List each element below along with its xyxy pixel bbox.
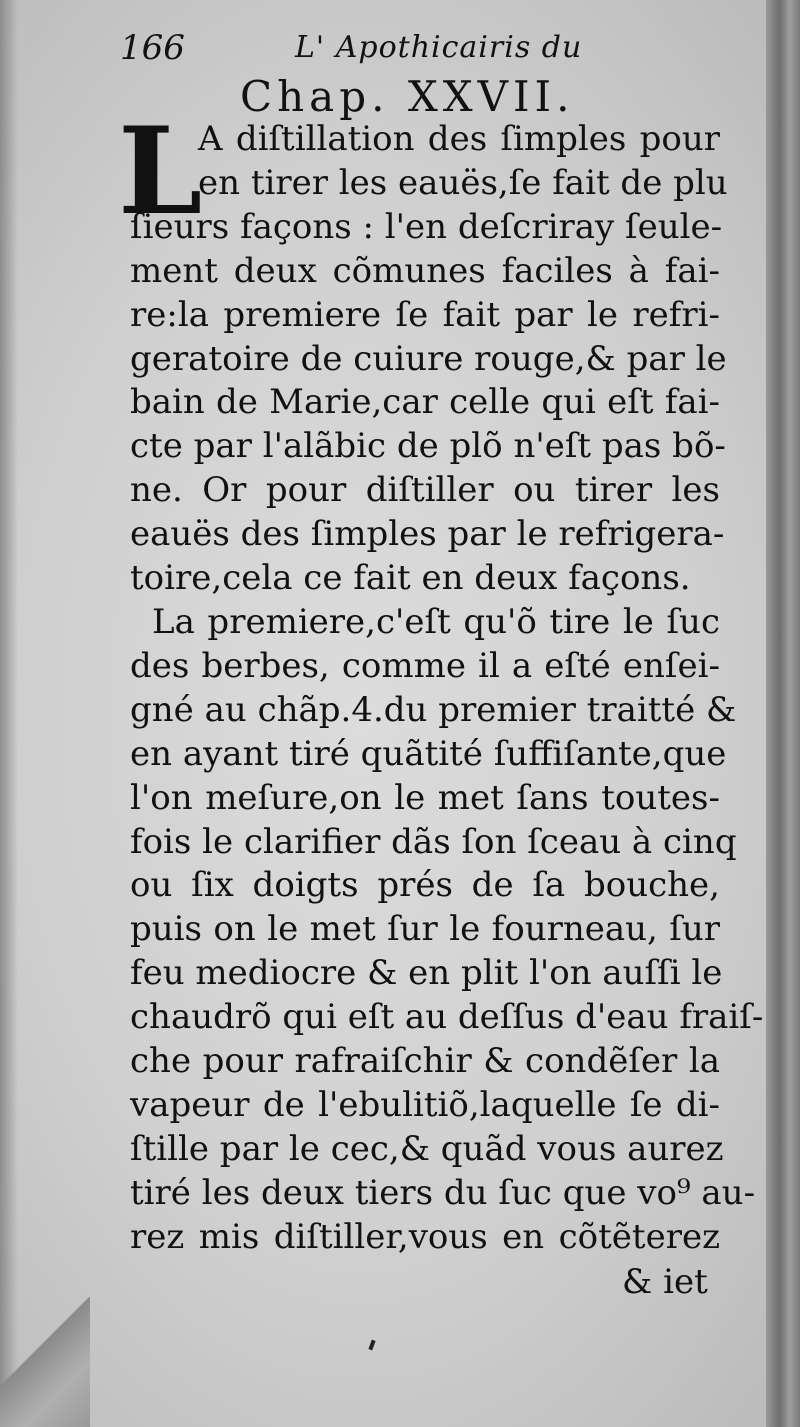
catchword: & iet [622,1262,708,1302]
text-line: A diſtillation des ſimples pour [198,119,720,159]
ink-speck [368,1340,375,1351]
text-line: tiré les deux tiers du ſuc que vo⁹ au- [130,1172,756,1213]
text-line: ne. Or pour diſtiller ou tirer les [130,470,720,511]
text-line: cte par l'alãbic de plõ n'eſt pas bõ- [130,426,726,467]
running-head: L' Apothicairis du [295,30,583,65]
text-line: fois le clarifier dãs ſon ſceau à cinq [130,821,737,862]
text-line: ou ſix doigts prés de ſa bouche, [130,865,720,906]
drop-cap: L [118,101,203,242]
page-gutter-shadow [0,0,18,1427]
text-line: vapeur de l'ebulitiõ,laquelle ſe di- [130,1084,720,1125]
text-line: en tirer les eauës,ſe fait de plu [198,162,728,203]
text-line: puis on le met ſur le fourneau, ſur [130,909,720,950]
text-line: La premiere,c'eſt qu'õ tire le ſuc [152,601,720,642]
page-corner-fold [0,1297,90,1427]
text-line: chaudrõ qui eſt au deſſus d'eau fraiſ- [130,997,764,1038]
text-line: che pour rafraiſchir & condẽſer la [130,1041,720,1082]
page-header [120,28,720,78]
text-line: l'on meſure,on le met ſans toutes- [130,777,720,818]
text-line: gné au chãp.4.du premier traitté & [130,689,737,730]
page-number: 166 [120,28,185,68]
text-line: ſieurs façons : l'en deſcriray ſeule- [130,206,723,247]
text-line: rez mis diſtiller,vous en cõtẽterez [130,1216,720,1257]
text-line: en ayant tiré quãtité ſuffiſante,que [130,733,727,774]
text-line: des berbes, comme il a eſté enſei- [130,645,720,686]
text-line: geratoire de cuiure rouge,& par le [130,338,727,379]
text-line: re:la premiere ſe fait par le refri- [130,294,720,335]
text-line: bain de Marie,car celle qui eſt fai- [130,382,720,423]
text-line: ment deux cõmunes faciles à fai- [130,250,720,291]
page-edge [766,0,800,1427]
text-line: feu mediocre & en plit l'on auſſi le [130,953,723,994]
text-line: ſtille par le cec,& quãd vous aurez [130,1128,724,1169]
chapter-heading: Chap. XXVII. [240,72,575,121]
body-text [130,118,764,1260]
text-line: eauës des ſimples par le refrigera- [130,514,725,555]
text-line: toire,cela ce fait en deux façons. [130,558,691,599]
